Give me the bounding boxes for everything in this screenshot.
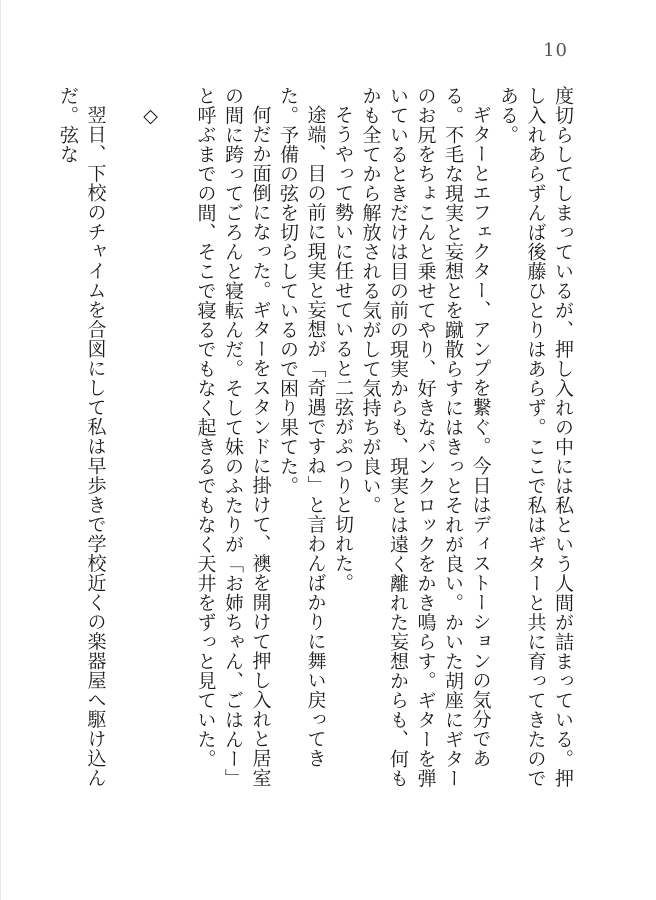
paragraph-3: そうやって勢いに任せていると二弦がぷつりと切れた。 <box>332 105 354 593</box>
page-number: 10 <box>543 40 568 61</box>
paragraph-1: 度切らしてしまっているが、押し入れの中には私という人間が詰まっている。押し入れあらずんば後藤ひとりはあらず。ここで私はギターと共に育ってきたのである。 <box>497 86 574 788</box>
vertical-body-text <box>54 86 577 806</box>
paragraph-4: 途端、目の前に現実と妄想が「奇遇ですね」と言わんばかりに舞い戻ってきた。予備の弦を切らしているので困り果てた。 <box>277 86 327 768</box>
paragraph-6: 翌日、下校のチャイムを合図にして私は早歩きで学校近くの楽器屋へ駆け込んだ。弦な <box>57 86 107 788</box>
paragraph-5: 何だか面倒になった。ギターをスタンドに掛けて、襖を開けて押し入れと居室の間に跨ってごろんと寝転んだ。そして妹のふたりが「お姉ちゃん、ごはんー」と呼ぶまでの間、そこで寝るでもなく起きるでもなく天井をずっと見ていた。 <box>194 86 272 788</box>
paragraph-2: ギターとエフェクター、アンプを繋ぐ。今日はディストーションの気分である。不毛な現実と妄想とを蹴散らすにはきっとそれが良い。かいた胡座にギターのお尻をちょこんと乗せてやり、好きなパンクロックをかき鳴らす。ギターを弾いているときだけは目の前の現実からも、現実とは遠く離れた妄想からも、何もかも全てから解放される気がして気持ちが良い。 <box>359 86 492 788</box>
blank-line <box>164 86 192 806</box>
section-break-mark: ◇ <box>139 105 162 128</box>
blank-line <box>109 86 137 806</box>
